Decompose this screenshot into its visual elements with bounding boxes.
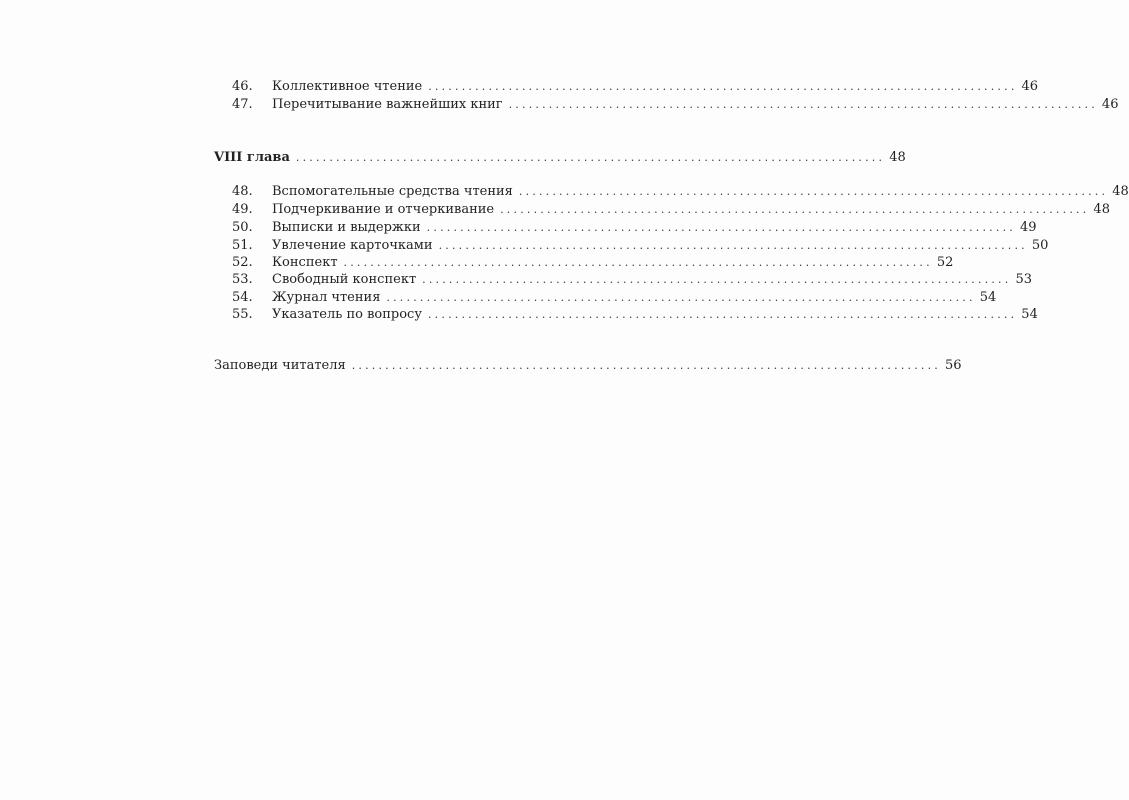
- toc-chapter-title: VIII глава: [214, 150, 290, 165]
- toc-entry-page: 48: [1112, 184, 1129, 199]
- toc-entry-page: 52: [936, 255, 954, 270]
- dot-leader: ........................................................................................: [500, 203, 1090, 216]
- toc-entry-number: 47.: [232, 97, 253, 112]
- toc-chapter-page: 48: [889, 150, 906, 165]
- toc-entry-title: Свободный конспект: [272, 272, 417, 287]
- toc-final-section: [214, 357, 962, 375]
- toc-entry-number: 53.: [232, 272, 253, 287]
- toc-final-page: 56: [945, 358, 962, 373]
- dot-leader: ........................................................................................: [422, 273, 1012, 286]
- dot-leader: ........................................................................................: [426, 221, 1016, 234]
- toc-entry-title: Вспомогательные средства чтения: [272, 184, 513, 199]
- dot-leader: ........................................................................................: [438, 239, 1028, 252]
- toc-entry-title: Увлечение карточками: [272, 238, 433, 253]
- toc-final-title: Заповеди читателя: [214, 358, 346, 373]
- toc-entry-page: 49: [1019, 220, 1037, 235]
- toc-entry-page: 53: [1015, 272, 1032, 287]
- toc-entry: [232, 271, 1032, 289]
- toc-entry-number: 50.: [232, 220, 253, 235]
- toc-entry-number: 54.: [232, 290, 253, 305]
- toc-entry-number: 46.: [232, 79, 253, 94]
- toc-entry-page: 46: [1101, 97, 1119, 112]
- toc-entry: [232, 201, 1110, 219]
- toc-entry: [232, 254, 954, 272]
- toc-entry: [232, 96, 1119, 114]
- toc-entry-title: Журнал чтения: [272, 290, 381, 305]
- toc-entry-number: 51.: [232, 238, 253, 253]
- dot-leader: ........................................................................................: [343, 256, 933, 269]
- toc-entry-number: 49.: [232, 202, 253, 217]
- dot-leader: ........................................................................................: [351, 359, 942, 372]
- toc-entry-page: 48: [1093, 202, 1110, 217]
- dot-leader: ........................................................................................: [518, 185, 1109, 198]
- toc-entry-title: Коллективное чтение: [272, 79, 423, 94]
- toc-entry: [232, 289, 997, 307]
- dot-leader: ........................................................................................: [295, 151, 886, 164]
- toc-entry: [232, 306, 1038, 324]
- dot-leader: ........................................................................................: [428, 80, 1018, 93]
- dot-leader: ........................................................................................: [386, 291, 976, 304]
- toc-entry-title: Конспект: [272, 255, 338, 270]
- toc-entry: [232, 237, 1049, 255]
- toc-entry-number: 52.: [232, 255, 253, 270]
- toc-entry: [232, 219, 1037, 237]
- dot-leader: ........................................................................................: [427, 308, 1018, 321]
- toc-entry: [232, 78, 1039, 96]
- toc-entry-page: 46: [1021, 79, 1039, 94]
- toc-entry-page: 54: [979, 290, 997, 305]
- toc-entry-page: 50: [1031, 238, 1049, 253]
- toc-entry-title: Указатель по вопросу: [272, 307, 422, 322]
- toc-entry: [232, 183, 1129, 201]
- toc-entry-number: 48.: [232, 184, 253, 199]
- dot-leader: ........................................................................................: [508, 98, 1098, 111]
- toc-chapter-heading: [214, 149, 906, 167]
- toc-entry-number: 55.: [232, 307, 253, 322]
- toc-entry-title: Выписки и выдержки: [272, 220, 421, 235]
- toc-entry-title: Перечитывание важнейших книг: [272, 97, 503, 112]
- toc-entry-title: Подчеркивание и отчеркивание: [272, 202, 495, 217]
- toc-entry-page: 54: [1021, 307, 1038, 322]
